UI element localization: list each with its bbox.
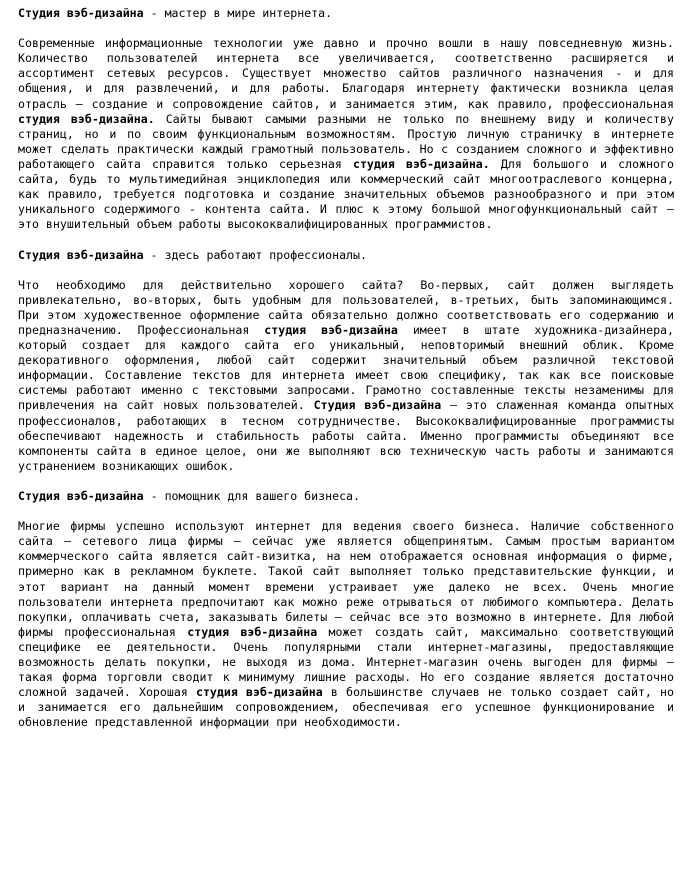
section-heading-emphasis: Студия вэб-дизайна	[18, 247, 144, 262]
paragraph-text: в большинстве случаев не только создает сайт, но и занимается его дальнейшим сопровождением, обеспечивая его успешное функционирование и обновление представленной информации при необходимости.	[18, 685, 674, 730]
paragraph-text: Сайты бывают самыми разными не только по внешнему виду и количеству страниц, но и по своим функциональным возможностям. Простую личную страничку в интернете может сделать практически каждый грамотный пользователь. Но с созданием сложного и эффективно работающего сайта справится только серьезная	[18, 111, 674, 171]
section-paragraph	[18, 278, 674, 474]
paragraph-text: может создать сайт, максимально соответствующий специфике ее деятельности. Очень популярными стали интернет-магазины, предоставляющие возможность делать покупки, не выходя из дома. Интернет-магазин очень выгоден для фирмы — такая форма торговли сводит к минимуму лишние расходы. Но его создание является достаточно сложной задачей. Хорошая	[18, 624, 675, 700]
section-heading	[18, 248, 674, 263]
section-heading-emphasis: Студия вэб-дизайна	[18, 489, 144, 503]
section-paragraph	[18, 519, 674, 730]
paragraph-text: Что необходимо для действительно хорошего сайта? Во-первых, сайт должен выглядеть привлекательно, во-вторых, быть удобным для пользователей, в-третьих, быть запоминающимся. При этом художественное оформление сайта обязательно должно соответствовать его содержанию и предназначению. Профессиональная	[18, 277, 674, 337]
paragraph-emphasis: Студия вэб-дизайна	[313, 398, 442, 413]
paragraph-emphasis: студия вэб-дизайна	[187, 624, 318, 639]
section-heading-rest: - мастер в мире интернета.	[143, 6, 333, 20]
section-heading-rest: - здесь работают профессионалы.	[143, 247, 368, 262]
paragraph-text: Для большого и сложного сайта, будь то мультимедийная энциклопедия или коммерческий сайт многоотраслевого концерна, как правило, требуется подготовка и создание значительных объемов разнообразного и при этом уникального содержимого - контента сайта. И плюс к этому большой многофункциональный сайт — это внушительный объем работы высококвалифицированных программистов.	[18, 156, 674, 232]
section-heading-emphasis: Студия вэб-дизайна	[18, 6, 144, 20]
document-body	[18, 6, 674, 731]
paragraph-text: Современные информационные технологии уже давно и прочно вошли в нашу повседневную жизнь. Количество пользователей интернета все увеличивается, соответственно расширяется и ассортимент сетевых ресурсов. Существует множество сайтов различного назначения - и для общения, и для развлечений, и для работы. Благодаря интернету фактически возникла целая отрасль — создание и сопровождение сайтов, и занимается этим, как правило, профессиональная	[18, 36, 674, 111]
paragraph-text: — это слаженная команда опытных профессионалов, работающих в тесном сотрудничестве. Высококвалифицированные программисты обеспечивают надежность и стабильность работы сайта. Именно программисты объединяют все компоненты сайта в единое целое, они же выполняют всю техническую часть работы и занимаются устранением возникающих ошибок.	[18, 398, 674, 473]
paragraph-emphasis: студия вэб-дизайна	[195, 685, 323, 700]
paragraph-emphasis: студия вэб-дизайна.	[18, 111, 155, 126]
section-heading-rest: - помощник для вашего бизнеса.	[143, 489, 361, 503]
section-heading	[18, 6, 674, 21]
paragraph-text: Многие фирмы успешно используют интернет для ведения своего бизнеса. Наличие собственного сайта — сетевого лица фирмы — сейчас уже является общепринятым. Самым простым вариантом коммерческого сайта является сайт-визитка, на нем отображается основная информация о фирме, примерно как в рекламном буклете. Такой сайт выполняет только представительские функции, и этот вариант на данный момент времени устраивает уже далеко не всех. Очень многие пользователи интернета предпочитают как можно реже отрываться от любимого компьютера. Делать покупки, оплачивать счета, заказывать билеты — сейчас все это возможно в интернете. Для любой фирмы профессиональная	[18, 519, 674, 639]
paragraph-emphasis: студия вэб-дизайна	[264, 322, 398, 337]
paragraph-text: имеет в штате художника-дизайнера, который создает для каждого сайта его уникальный, неповторимый внешний облик. Кроме декоративного оформления, любой сайт содержит значительный объем различной текстовой информации. Составление текстов для интернета имеет свою специфику, так как все поисковые системы работают именно с текстовыми запросами. Грамотно составленные тексты незаменимы для привлечения на сайт новых пользователей.	[18, 322, 675, 413]
paragraph-emphasis: студия вэб-дизайна.	[352, 156, 490, 171]
section-paragraph	[18, 36, 674, 232]
section-heading	[18, 489, 674, 504]
